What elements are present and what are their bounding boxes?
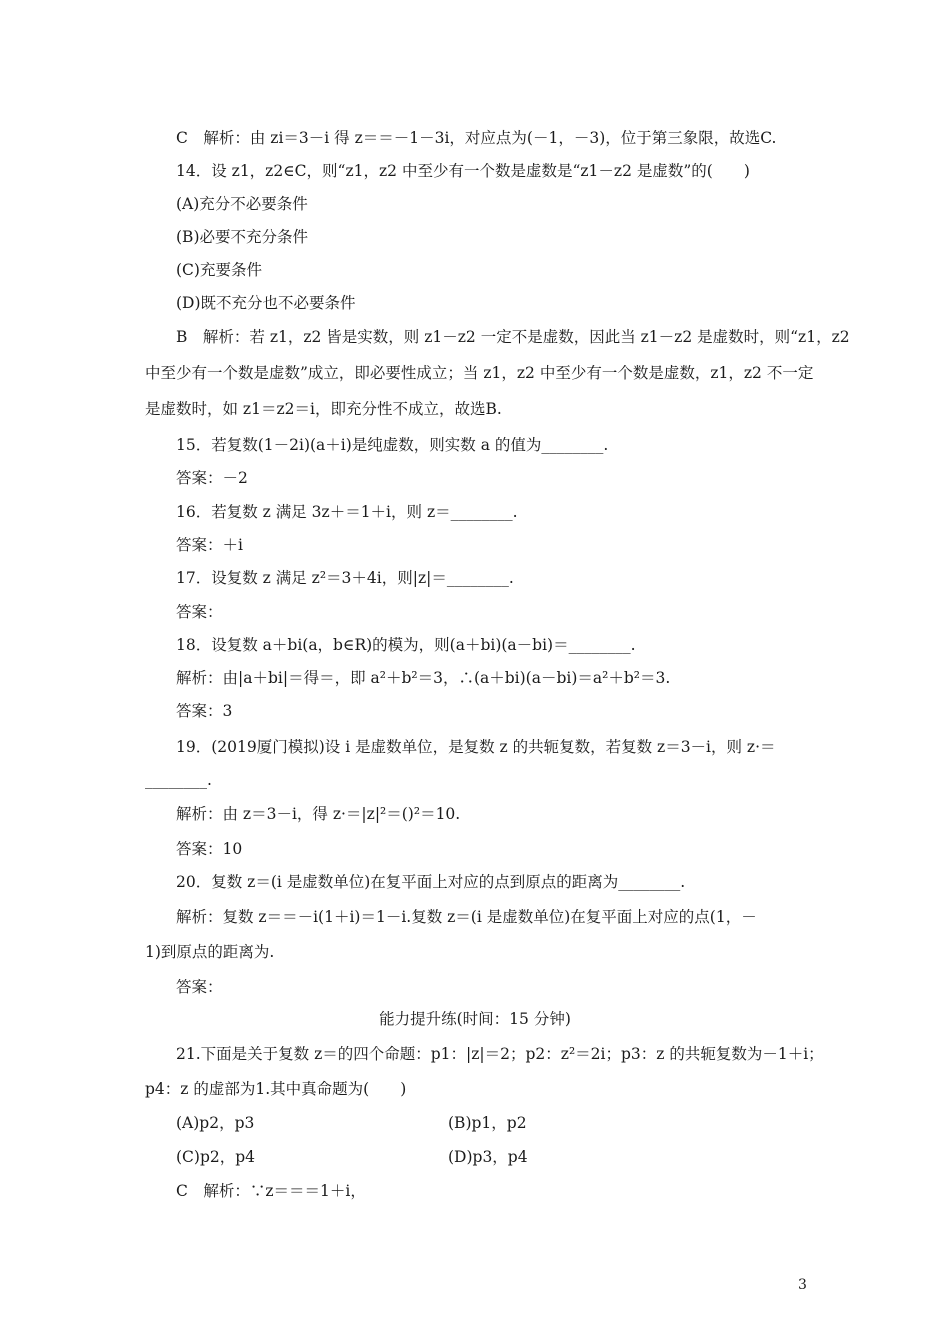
analysis-19: 解析：由 z＝3－i，得 z·＝|z|²＝()²＝10. [176,805,461,823]
question-17: 17．设复数 z 满足 z²＝3＋4i，则|z|＝________. [176,569,514,587]
option-14d: (D)既不充分也不必要条件 [176,294,356,312]
section-heading: 能力提升练(时间：15 分钟) [379,1010,571,1028]
option-21b: (B)p1，p2 [448,1114,527,1132]
option-21a: (A)p2，p3 [176,1114,255,1132]
option-14c: (C)充要条件 [176,261,262,279]
question-19-line1: 19．(2019厦门模拟)设 i 是虚数单位，是复数 z 的共轭复数，若复数 z＝3－i，则 z·＝ [176,738,776,756]
answer-19: 答案：10 [176,840,243,858]
question-21-line1: 21.下面是关于复数 z＝的四个命题：p1：|z|＝2；p2：z²＝2i；p3：z 的共轭复数为－1＋i； [176,1045,824,1063]
question-15: 15．若复数(1－2i)(a＋i)是纯虚数，则实数 a 的值为________. [176,436,609,454]
option-21c: (C)p2，p4 [176,1148,256,1166]
question-21-line2: p4：z 的虚部为1.其中真命题为( ) [145,1080,407,1098]
question-14: 14．设 z1，z2∈C，则“z1，z2 中至少有一个数是虚数是“z1－z2 是虚数”的( ) [176,162,750,180]
question-19-line2: ________. [145,771,212,789]
option-21d: (D)p3，p4 [448,1148,528,1166]
analysis-20-line1: 解析：复数 z＝＝－i(1＋i)＝1－i.复数 z＝(i 是虚数单位)在复平面上对应的点(1，－ [176,908,757,926]
question-18: 18．设复数 a＋bi(a，b∈R)的模为，则(a＋bi)(a－bi)＝________. [176,636,636,654]
page-number: 3 [798,1277,807,1293]
answer-14-analysis-line3: 是虚数时，如 z1＝z2＝i，即充分性不成立，故选B. [145,400,502,418]
option-14b: (B)必要不充分条件 [176,228,308,246]
answer-14-analysis-line1: B 解析：若 z1，z2 皆是实数，则 z1－z2 一定不是虚数，因此当 z1－z2 是虚数时，则“z1，z2 [176,328,850,346]
answer-18: 答案：3 [176,702,233,720]
option-14a: (A)充分不必要条件 [176,195,308,213]
answer-13-analysis: C 解析：由 zi＝3－i 得 z＝＝－1－3i，对应点为(－1，－3)，位于第三象限，故选C. [176,129,777,147]
answer-17: 答案： [176,603,223,621]
answer-16: 答案：＋i [176,536,243,554]
analysis-18: 解析：由|a＋bi|＝得＝，即 a²＋b²＝3，∴(a＋bi)(a－bi)＝a²＋b²＝3. [176,669,671,687]
answer-14-analysis-line2: 中至少有一个数是虚数”成立，即必要性成立；当 z1，z2 中至少有一个数是虚数，z1，z2 不一定 [145,364,814,382]
question-16: 16．若复数 z 满足 3z＋＝1＋i，则 z＝________. [176,503,518,521]
answer-15: 答案：－2 [176,469,248,487]
answer-21-analysis: C 解析：∵z＝＝＝1＋i， [176,1182,366,1200]
answer-20: 答案： [176,978,223,996]
analysis-20-line2: 1)到原点的距离为. [145,943,275,961]
question-20: 20．复数 z＝(i 是虚数单位)在复平面上对应的点到原点的距离为________. [176,873,686,891]
